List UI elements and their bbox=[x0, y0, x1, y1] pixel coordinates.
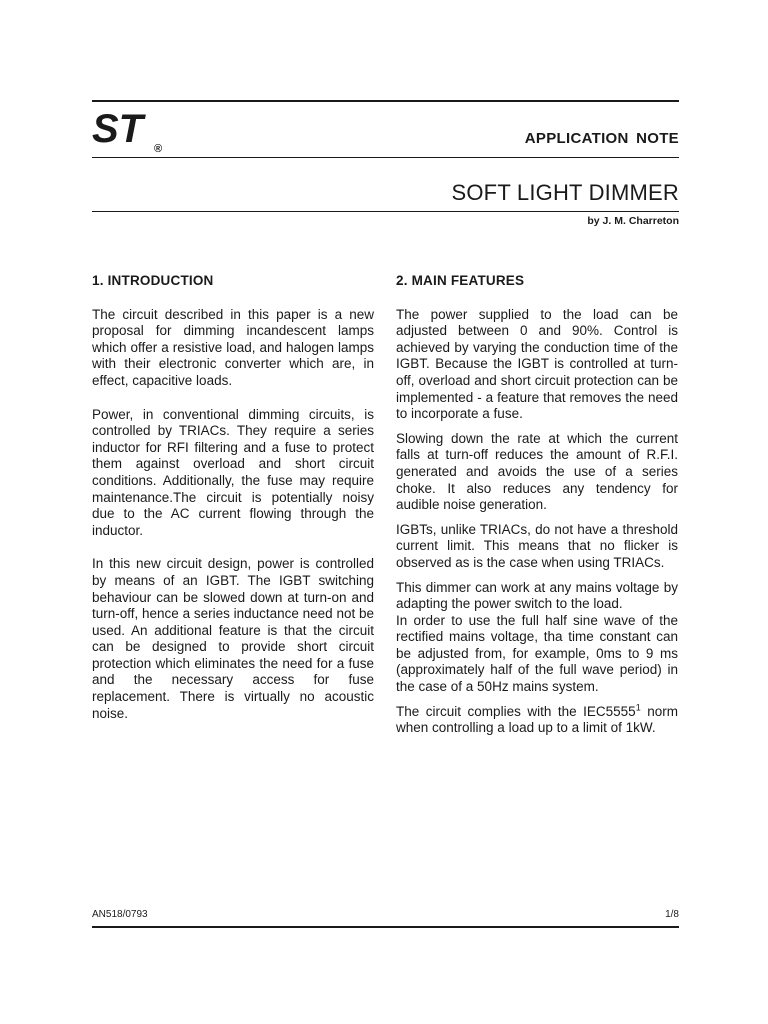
footnote-marker: 1 bbox=[635, 702, 641, 713]
intro-paragraph: The circuit described in this paper is a new proposal for dimming incandescent lamps which offer a resistive load, and halogen lamps with their electronic converter which are, in effect, capacitive loads. bbox=[92, 306, 374, 388]
document-type: APPLICATION NOTE bbox=[524, 130, 679, 147]
introduction-section bbox=[92, 273, 374, 739]
intro-paragraph: Power, in conventional dimming circuits, is controlled by TRIACs. They require a series inductor for RFI filtering and a fuse to protect them against overload and short circuit conditions. Additionally, the fuse may require maintenance.The circuit is potentially noisy due to the AC current flowing through the inductor. bbox=[92, 406, 374, 538]
author-line: by J. M. Charreton bbox=[587, 215, 679, 227]
intro-paragraph: In this new circuit design, power is controlled by means of an IGBT. The IGBT switching behaviour can be slowed down at turn-on and turn-off, hence a series inductance need not be used. An additional feature is that the circuit can be designed to provide short circuit protection which eliminates the need for a fuse and the necessary access for fuse replacement. There is virtually no acoustic noise. bbox=[92, 556, 374, 721]
compliance-text-end: norm when controlling a load up to a limit of 1kW. bbox=[396, 703, 678, 736]
features-paragraph: IGBTs, unlike TRIACs, do not have a threshold current limit. This means that no flicker is observed as is the case when using TRIACs. bbox=[396, 521, 678, 570]
main-features-heading: 2. MAIN FEATURES bbox=[396, 273, 525, 288]
page-title: SOFT LIGHT DIMMER bbox=[451, 180, 679, 205]
compliance-text: The circuit complies with the IEC5555 bbox=[396, 703, 636, 719]
title-rule bbox=[92, 211, 679, 212]
features-paragraph: Slowing down the rate at which the current falls at turn-off reduces the amount of R.F.I. generated and avoids the use of a series choke. It also reduces any tendency for audible noise generation. bbox=[396, 430, 678, 513]
footer-rule bbox=[92, 926, 679, 928]
features-paragraph: In order to use the full half sine wave of the rectified mains voltage, tha time constant can be adjusted from, for example, 0ms to 9 ms (approximately half of the full wave period) in the case of a 50Hz mains system. bbox=[396, 612, 678, 695]
introduction-heading: 1. INTRODUCTION bbox=[92, 273, 214, 288]
header-mid-rule bbox=[92, 157, 679, 158]
features-paragraph-compliance bbox=[396, 704, 678, 737]
header-top-rule bbox=[92, 100, 679, 102]
logo-text: ST bbox=[92, 110, 144, 151]
features-paragraph: This dimmer can work at any mains voltage by adapting the power switch to the load. bbox=[396, 579, 678, 612]
document-code: AN518/0793 bbox=[92, 909, 148, 920]
st-logo-icon bbox=[92, 110, 170, 154]
registered-mark: ® bbox=[154, 143, 163, 154]
main-features-section bbox=[396, 273, 678, 745]
features-paragraph: The power supplied to the load can be adjusted between 0 and 90%. Control is achieved by varying the conduction time of the IGBT. Because the IGBT is controlled at turn-off, overload and short circuit protection can be implemented - a feature that removes the need to incorporate a fuse. bbox=[396, 306, 678, 422]
page-number: 1/8 bbox=[665, 909, 679, 920]
